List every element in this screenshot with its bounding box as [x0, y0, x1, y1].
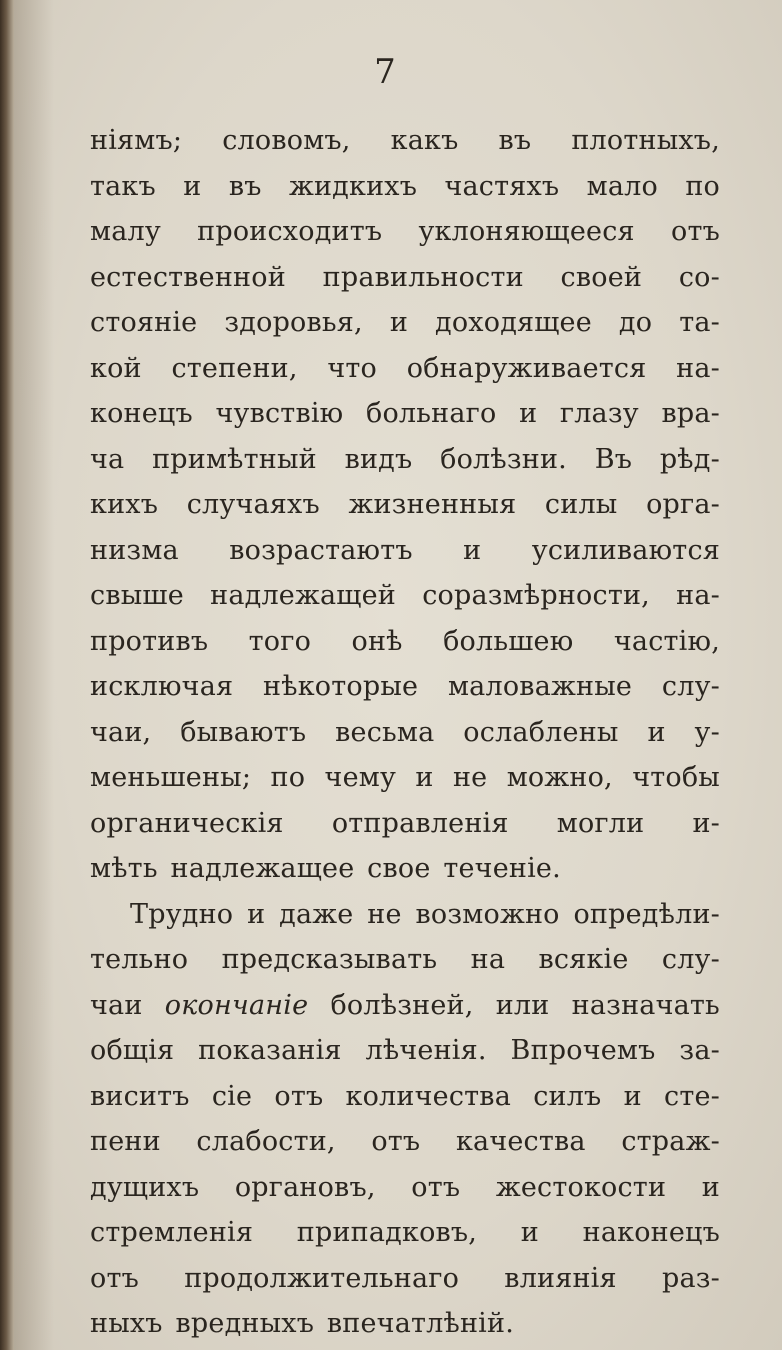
word: своей	[560, 261, 643, 293]
word: сiе	[211, 1080, 253, 1112]
text-line	[90, 437, 720, 483]
word: ослаблены	[463, 716, 619, 748]
word: стремленiя	[90, 1217, 254, 1248]
word: того	[248, 625, 312, 657]
word: жизненныя	[348, 489, 517, 520]
word: чувствiю	[215, 398, 344, 429]
word: и	[415, 762, 434, 793]
word: жестокости	[495, 1171, 667, 1203]
word: рѣд-	[659, 443, 720, 475]
word: или	[495, 989, 550, 1021]
word: сте-	[664, 1080, 720, 1112]
word: конецъ	[90, 398, 193, 429]
word: назначать	[571, 989, 720, 1021]
text-line	[90, 619, 720, 665]
word: отъ	[274, 1080, 324, 1112]
word: отправленiя	[331, 807, 509, 839]
word: здоровья,	[224, 307, 363, 338]
word: естественной	[90, 261, 286, 293]
word: возрастаютъ	[229, 534, 413, 566]
text-line	[90, 664, 720, 710]
word: свое	[367, 853, 431, 884]
word: ча	[90, 443, 125, 475]
text-line	[90, 391, 720, 437]
word: слу-	[661, 944, 720, 975]
word: не	[452, 762, 488, 793]
word: мало	[586, 170, 658, 202]
word: по	[270, 762, 306, 793]
word: на-	[676, 580, 720, 611]
word: низма	[90, 534, 179, 566]
word: и	[623, 1080, 642, 1112]
word: ныхъ	[90, 1308, 163, 1339]
word: обнаруживается	[406, 352, 647, 384]
word: дущихъ	[90, 1171, 200, 1203]
word: предсказывать	[221, 944, 438, 975]
word: болѣзней,	[330, 989, 474, 1021]
word: и	[519, 398, 538, 429]
text-line	[90, 255, 720, 301]
word: страж-	[621, 1126, 720, 1157]
word: плотныхъ,	[571, 125, 720, 156]
word: и	[247, 898, 266, 930]
text-line	[90, 1028, 720, 1074]
text-line	[90, 710, 720, 756]
word: малу	[90, 216, 161, 247]
word: противъ	[90, 625, 209, 657]
text-line	[90, 300, 720, 346]
word: качества	[455, 1126, 586, 1157]
word: надлежащее	[170, 853, 355, 884]
word: отъ	[671, 216, 720, 247]
text-line	[90, 937, 720, 983]
text-line	[90, 482, 720, 528]
word: силы	[544, 489, 618, 520]
word: жидкихъ	[288, 170, 418, 202]
word: припадковъ,	[296, 1217, 478, 1248]
text-line	[90, 983, 720, 1029]
text-line	[90, 846, 720, 892]
word: бываютъ	[180, 716, 307, 748]
word: въ	[498, 125, 532, 156]
word: тельно	[90, 944, 189, 975]
text-line	[90, 209, 720, 255]
word: маловажные	[447, 671, 633, 702]
word: что	[327, 352, 377, 384]
word: случаяхъ	[186, 489, 320, 520]
word: правильности	[322, 261, 524, 293]
word: количества	[345, 1080, 511, 1112]
word: чаи	[90, 989, 143, 1021]
word: та-	[679, 307, 720, 338]
word: показанiя	[198, 1035, 342, 1066]
word: и	[183, 170, 202, 202]
book-binding-edge	[0, 0, 14, 1350]
word: степени,	[171, 352, 298, 384]
text-line	[90, 1301, 720, 1347]
word: органовъ,	[234, 1171, 376, 1203]
word: на	[470, 944, 506, 975]
word: отъ	[90, 1262, 139, 1294]
word: и	[389, 307, 409, 338]
word: силъ	[533, 1080, 602, 1112]
word: усиливаются	[531, 534, 720, 566]
word: онѣ	[351, 625, 403, 657]
word: влиянiя	[504, 1262, 617, 1294]
word: чтобы	[632, 762, 720, 793]
body-text	[90, 118, 720, 1347]
word: нiямъ;	[90, 125, 183, 156]
word: примѣтный	[152, 443, 317, 475]
word: кихъ	[90, 489, 159, 520]
word: болѣзни.	[440, 443, 567, 475]
word: глазу	[559, 398, 639, 429]
word: возможно	[415, 898, 560, 930]
text-line	[90, 1074, 720, 1120]
word: такъ	[90, 170, 156, 202]
word: и	[520, 1217, 539, 1248]
word: общiя	[90, 1035, 175, 1066]
text-line	[90, 164, 720, 210]
word: частiю,	[613, 625, 720, 657]
word: стоянiе	[90, 307, 198, 338]
word: не	[367, 898, 402, 930]
word: можно,	[506, 762, 613, 793]
word: наконецъ	[582, 1217, 720, 1248]
word: виситъ	[90, 1080, 190, 1112]
word: даже	[279, 898, 354, 930]
word: у-	[694, 716, 720, 748]
word: и	[647, 716, 666, 748]
word: и-	[692, 807, 720, 839]
word: впечатлѣнiй.	[326, 1308, 514, 1339]
word: по	[685, 170, 720, 202]
word: раз-	[661, 1262, 720, 1294]
text-line	[90, 1119, 720, 1165]
text-line	[90, 801, 720, 847]
word: продолжительнаго	[184, 1262, 460, 1294]
text-line	[90, 1210, 720, 1256]
word: до	[618, 307, 653, 338]
word: меньшены;	[90, 762, 252, 793]
word: чему	[324, 762, 397, 793]
word: органическiя	[90, 807, 284, 839]
word: Трудно	[130, 898, 234, 930]
word: за-	[679, 1035, 720, 1066]
emphasized-word: окончанiе	[164, 989, 309, 1021]
word: со-	[678, 261, 720, 293]
word: уклоняющееся	[418, 216, 635, 247]
word: вредныхъ	[175, 1308, 315, 1339]
word: нѣкоторые	[263, 671, 419, 702]
word: какъ	[390, 125, 459, 156]
word: вра-	[661, 398, 720, 429]
word: слу-	[661, 671, 720, 702]
text-line	[90, 118, 720, 164]
page-number: 7	[374, 52, 396, 92]
word: больнаго	[366, 398, 497, 429]
word: пени	[90, 1126, 161, 1157]
word: на-	[676, 352, 720, 384]
text-line	[90, 1256, 720, 1302]
word: всякiе	[538, 944, 629, 975]
word: мѣть	[90, 853, 158, 884]
word: Впрочемъ	[510, 1035, 656, 1066]
word: отъ	[411, 1171, 461, 1203]
word: слабости,	[196, 1126, 336, 1157]
word: отъ	[371, 1126, 421, 1157]
word: орга-	[646, 489, 720, 520]
word: свыше	[90, 580, 184, 611]
word: исключая	[90, 671, 234, 702]
word: въ	[228, 170, 262, 202]
word: доходящее	[435, 307, 592, 338]
word: и	[463, 534, 482, 566]
word: теченiе.	[443, 853, 561, 884]
word: частяхъ	[444, 170, 560, 202]
word: и	[701, 1171, 720, 1203]
word: соразмѣрности,	[422, 580, 650, 611]
text-line	[90, 346, 720, 392]
word: чаи,	[90, 716, 152, 748]
text-line	[90, 892, 720, 938]
word: происходитъ	[197, 216, 383, 247]
word: могли	[556, 807, 645, 839]
word: лѣченiя.	[365, 1035, 487, 1066]
word: кой	[90, 352, 142, 384]
word: словомъ,	[222, 125, 351, 156]
text-line	[90, 1165, 720, 1211]
text-line	[90, 528, 720, 574]
word: весьма	[335, 716, 435, 748]
word: Въ	[594, 443, 633, 475]
word: видъ	[344, 443, 413, 475]
text-line	[90, 573, 720, 619]
text-line	[90, 755, 720, 801]
word: большею	[443, 625, 574, 657]
gutter-shadow	[14, 0, 54, 1350]
word: опредѣли-	[573, 898, 720, 930]
word: надлежащей	[210, 580, 396, 611]
